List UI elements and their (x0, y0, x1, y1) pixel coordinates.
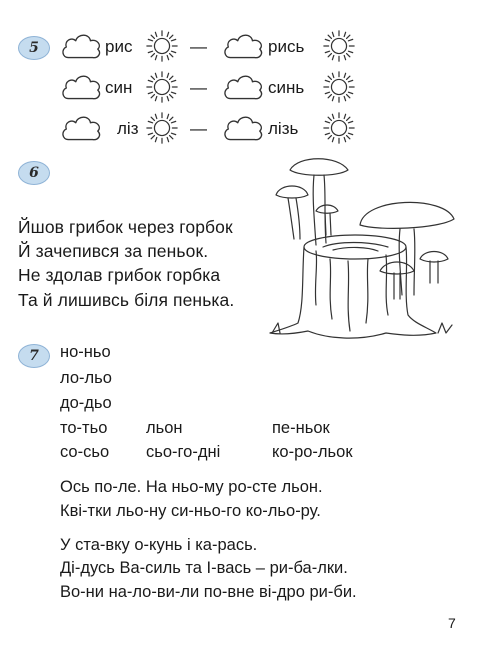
syllable-item: но-ньо (60, 343, 111, 361)
cloud-icon (60, 113, 102, 143)
word-left: син (105, 78, 133, 97)
syllable-word: сьо-го-дні (146, 443, 221, 461)
reading-line: Ді-дусь Ва-силь та І-вась – ри-ба-лки. (60, 559, 348, 577)
exercise-number-badge: 5 (18, 36, 50, 60)
exercise-number-badge: 6 (18, 161, 50, 185)
cloud-icon (60, 72, 102, 102)
reading-line: Кві-тки льо-ну си-ньо-го ко-льо-ру. (60, 502, 321, 520)
cloud-icon (222, 72, 264, 102)
word-left: рис (105, 37, 133, 56)
cloud-icon (60, 31, 102, 61)
sun-icon (322, 70, 356, 104)
sun-icon (145, 70, 179, 104)
sun-icon (322, 111, 356, 145)
syllable-item: то-тьо (60, 419, 108, 437)
sun-icon (145, 29, 179, 63)
syllable-word: ко-ро-льок (272, 443, 353, 461)
dash: — (190, 37, 207, 56)
reading-line: Ось по-ле. На ньо-му ро-сте льон. (60, 478, 323, 496)
mushrooms-on-stump-illustration (268, 155, 468, 345)
syllable-word: льон (146, 419, 183, 437)
poem-line: Йшов грибок через горбок (18, 217, 233, 237)
word-left: ліз (117, 119, 139, 138)
reading-line: У ста-вку о-кунь і ка-рась. (60, 536, 258, 554)
word-right: синь (268, 78, 305, 97)
dash: — (190, 78, 207, 97)
sun-icon (322, 29, 356, 63)
poem-line: Не здолав грибок горбка (18, 265, 221, 285)
syllable-item: до-дьо (60, 394, 112, 412)
exercise-number-badge: 7 (18, 344, 50, 368)
cloud-icon (222, 31, 264, 61)
page-number: 7 (448, 615, 456, 631)
cloud-icon (222, 113, 264, 143)
syllable-item: ло-льо (60, 369, 112, 387)
poem-line: Й зачепився за пеньок. (18, 241, 209, 261)
word-right: лізь (268, 119, 299, 138)
dash: — (190, 119, 207, 138)
poem-line: Та й лишивсь біля пенька. (18, 290, 235, 310)
syllable-word: пе-ньок (272, 419, 330, 437)
word-right: рись (268, 37, 305, 56)
syllable-item: со-сьо (60, 443, 110, 461)
sun-icon (145, 111, 179, 145)
reading-line: Во-ни на-ло-ви-ли по-вне ві-дро ри-би. (60, 583, 357, 601)
